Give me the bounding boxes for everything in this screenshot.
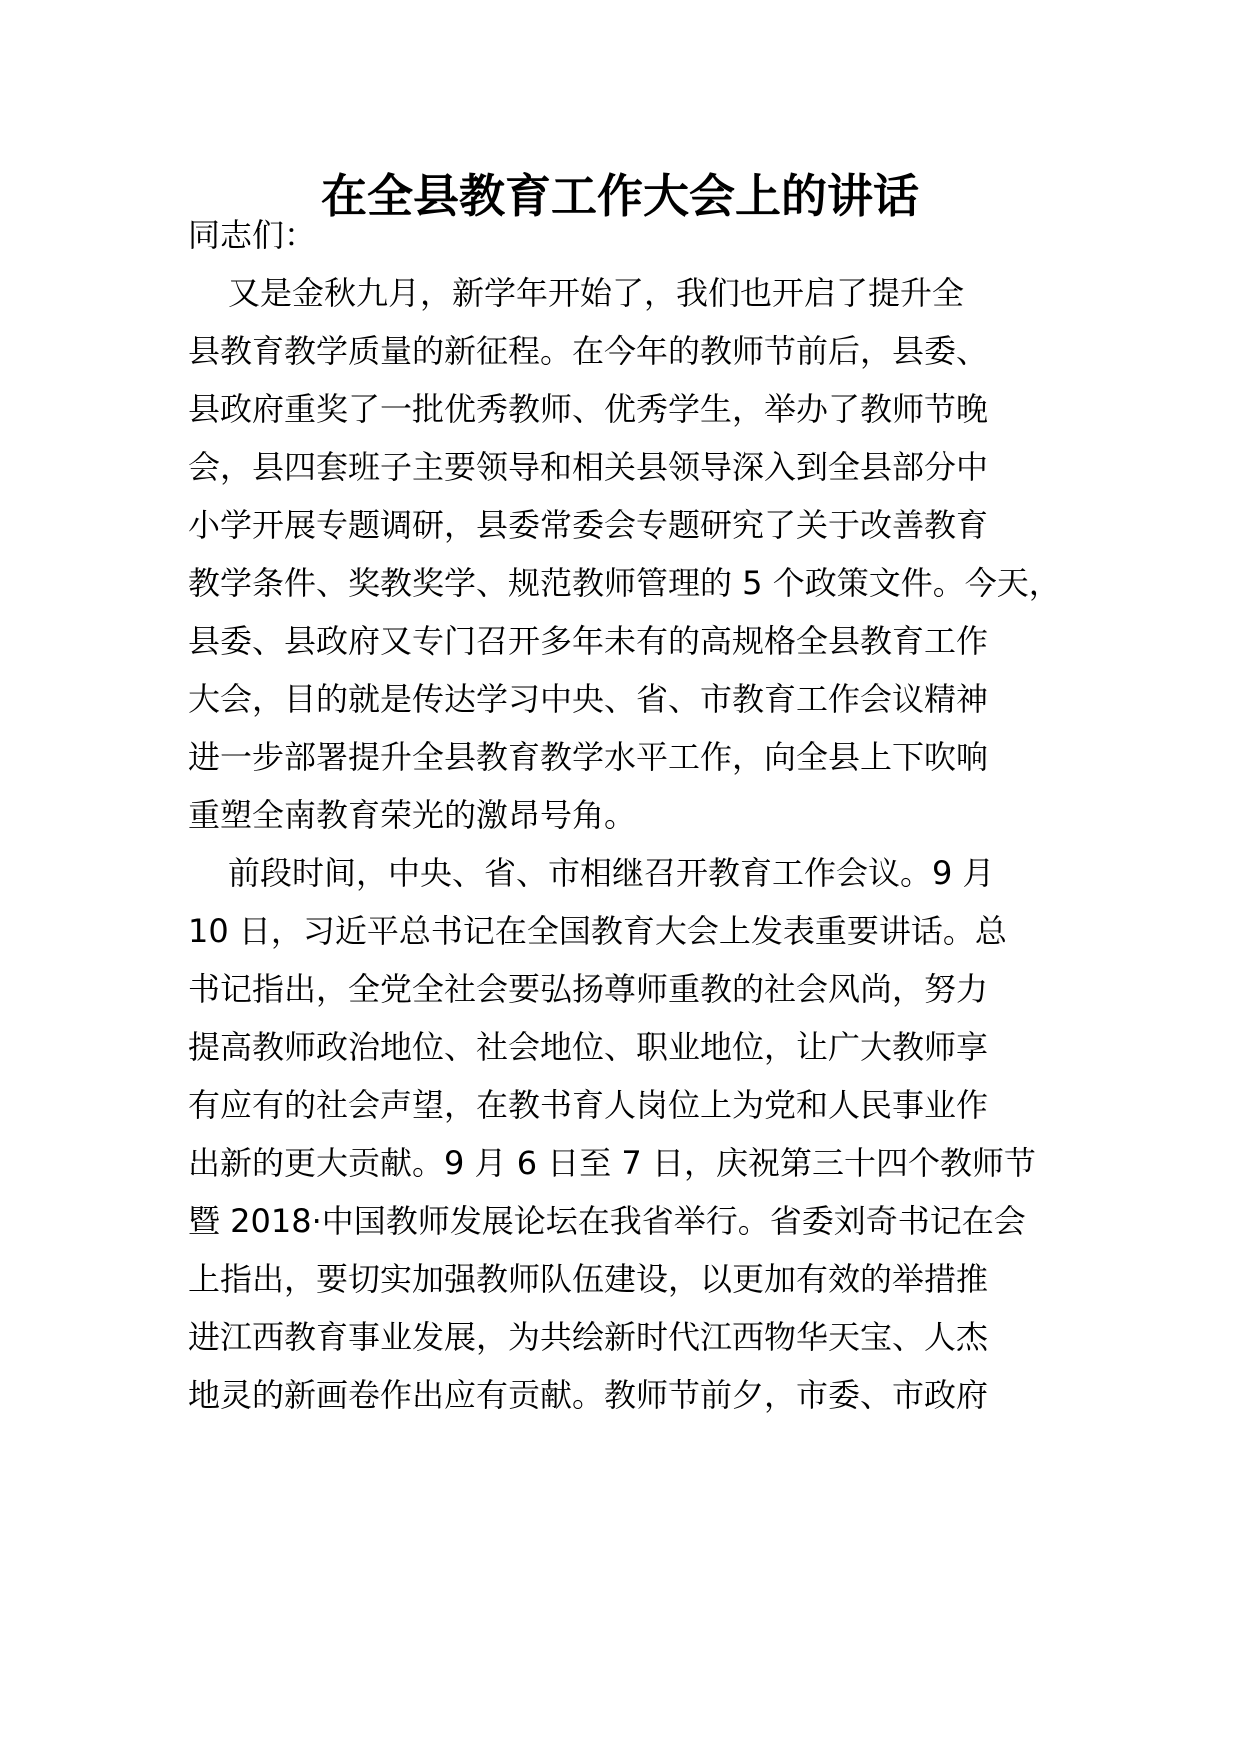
paragraph-line: 重塑全南教育荣光的激昂号角。 xyxy=(188,796,637,834)
paragraph-line: 10 日，习近平总书记在全国教育大会上发表重要讲话。总 xyxy=(188,912,1007,950)
paragraph-line: 小学开展专题调研，县委常委会专题研究了关于改善教育 xyxy=(188,506,989,544)
paragraph-line: 县教育教学质量的新征程。在今年的教师节前后，县委、 xyxy=(188,332,989,370)
paragraph-line: 出新的更大贡献。9 月 6 日至 7 日，庆祝第三十四个教师节 xyxy=(188,1144,1036,1182)
paragraph-line: 会，县四套班子主要领导和相关县领导深入到全县部分中 xyxy=(188,448,989,486)
paragraph-line: 前段时间，中央、省、市相继召开教育工作会议。9 月 xyxy=(228,854,995,892)
paragraph-line: 进江西教育事业发展，为共绘新时代江西物华天宝、人杰 xyxy=(188,1318,989,1356)
paragraph-line: 大会，目的就是传达学习中央、省、市教育工作会议精神 xyxy=(188,680,989,718)
paragraph-line: 地灵的新画卷作出应有贡献。教师节前夕，市委、市政府 xyxy=(188,1376,989,1414)
paragraph-line: 暨 2018·中国教师发展论坛在我省举行。省委刘奇书记在会 xyxy=(188,1202,1026,1240)
paragraph-line: 有应有的社会声望，在教书育人岗位上为党和人民事业作 xyxy=(188,1086,989,1124)
paragraph-line: 书记指出，全党全社会要弘扬尊师重教的社会风尚，努力 xyxy=(188,970,989,1008)
paragraph-line: 县委、县政府又专门召开多年未有的高规格全县教育工作 xyxy=(188,622,989,660)
salutation: 同志们： xyxy=(188,216,317,254)
paragraph-line: 又是金秋九月，新学年开始了，我们也开启了提升全 xyxy=(228,274,965,312)
paragraph-line: 上指出，要切实加强教师队伍建设，以更加有效的举措推 xyxy=(188,1260,989,1298)
document-title: 在全县教育工作大会上的讲话 xyxy=(321,169,919,223)
paragraph-line: 提高教师政治地位、社会地位、职业地位，让广大教师享 xyxy=(188,1028,989,1066)
paragraph-line: 进一步部署提升全县教育教学水平工作，向全县上下吹响 xyxy=(188,738,989,776)
paragraph-line: 县政府重奖了一批优秀教师、优秀学生，举办了教师节晚 xyxy=(188,390,989,428)
paragraph-line: 教学条件、奖教奖学、规范教师管理的 5 个政策文件。今天， xyxy=(188,564,1061,602)
